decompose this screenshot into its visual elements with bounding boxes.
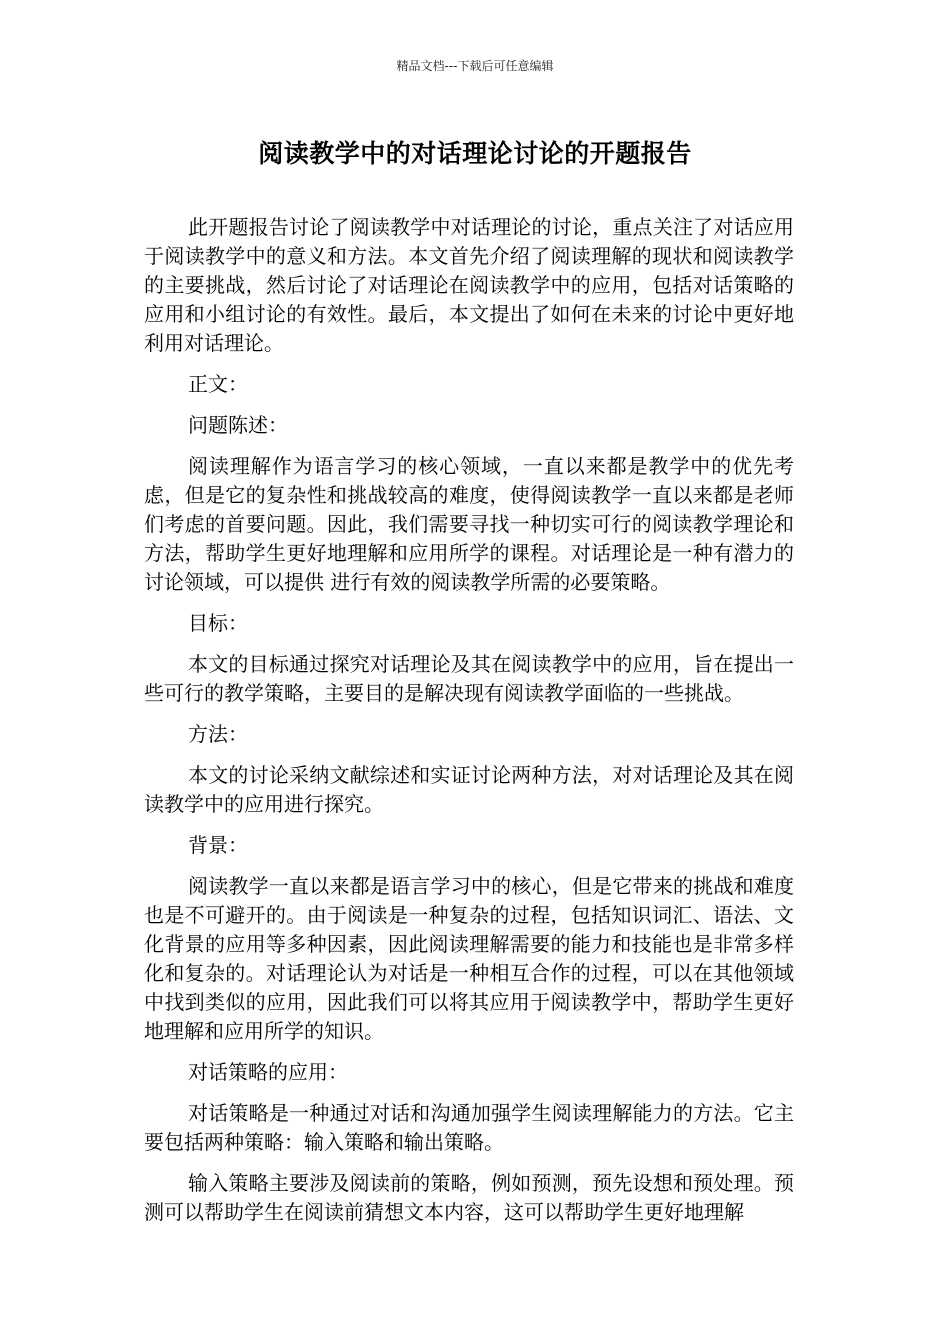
problem-paragraph: 阅读理解作为语言学习的核心领域，一直以来都是教学中的优先考虑，但是它的复杂性和挑战较高的难度，使得阅读教学一直以来都是老师们考虑的首要问题。因此，我们需要寻找一种切实可行的阅读教学理论和方法，帮助学生更好地理解和应用所学的课程。对话理论是一种有潜力的讨论领域，可以提供 进行有效的阅读教学所需的必要策略。: [144, 454, 794, 594]
section-heading-method: 方法：: [188, 722, 248, 746]
method-paragraph: 本文的讨论采纳文献综述和实证讨论两种方法，对对话理论及其在阅读教学中的应用进行探究。: [144, 763, 794, 816]
header-note: 精品文档---下载后可任意编辑: [396, 59, 554, 73]
background-paragraph: 阅读教学一直以来都是语言学习中的核心，但是它带来的挑战和难度也是不可避开的。由于阅读是一种复杂的过程，包括知识词汇、语法、文化背景的应用等多种因素，因此阅读理解需要的能力和技能也是非常多样化和复杂的。对话理论认为对话是一种相互合作的过程，可以在其他领域中找到类似的应用，因此我们可以将其应用于阅读教学中，帮助学生更好地理解和应用所学的知识。: [144, 874, 794, 1043]
section-heading-goal: 目标：: [188, 611, 248, 635]
section-heading-background: 背景：: [188, 833, 248, 857]
section-heading-strategy: 对话策略的应用：: [188, 1060, 348, 1084]
goal-paragraph: 本文的目标通过探究对话理论及其在阅读教学中的应用，旨在提出一些可行的教学策略，主要目的是解决现有阅读教学面临的一些挑战。: [144, 652, 794, 705]
strategy-paragraph: 对话策略是一种通过对话和沟通加强学生阅读理解能力的方法。它主要包括两种策略：输入策略和输出策略。: [144, 1101, 794, 1154]
input-strategy-paragraph: 输入策略主要涉及阅读前的策略，例如预测，预先设想和预处理。预测可以帮助学生在阅读前猜想文本内容，这可以帮助学生更好地理解: [144, 1171, 794, 1224]
section-heading-problem: 问题陈述：: [188, 413, 288, 437]
section-heading-main-text: 正文：: [188, 372, 248, 396]
document-body: [144, 213, 794, 1239]
document-title: 阅读教学中的对话理论讨论的开题报告: [258, 139, 692, 168]
abstract-paragraph: 此开题报告讨论了阅读教学中对话理论的讨论，重点关注了对话应用于阅读教学中的意义和方法。本文首先介绍了阅读理解的现状和阅读教学的主要挑战，然后讨论了对话理论在阅读教学中的应用，包括对话策略的应用和小组讨论的有效性。最后，本文提出了如何在未来的讨论中更好地利用对话理论。: [144, 215, 794, 355]
